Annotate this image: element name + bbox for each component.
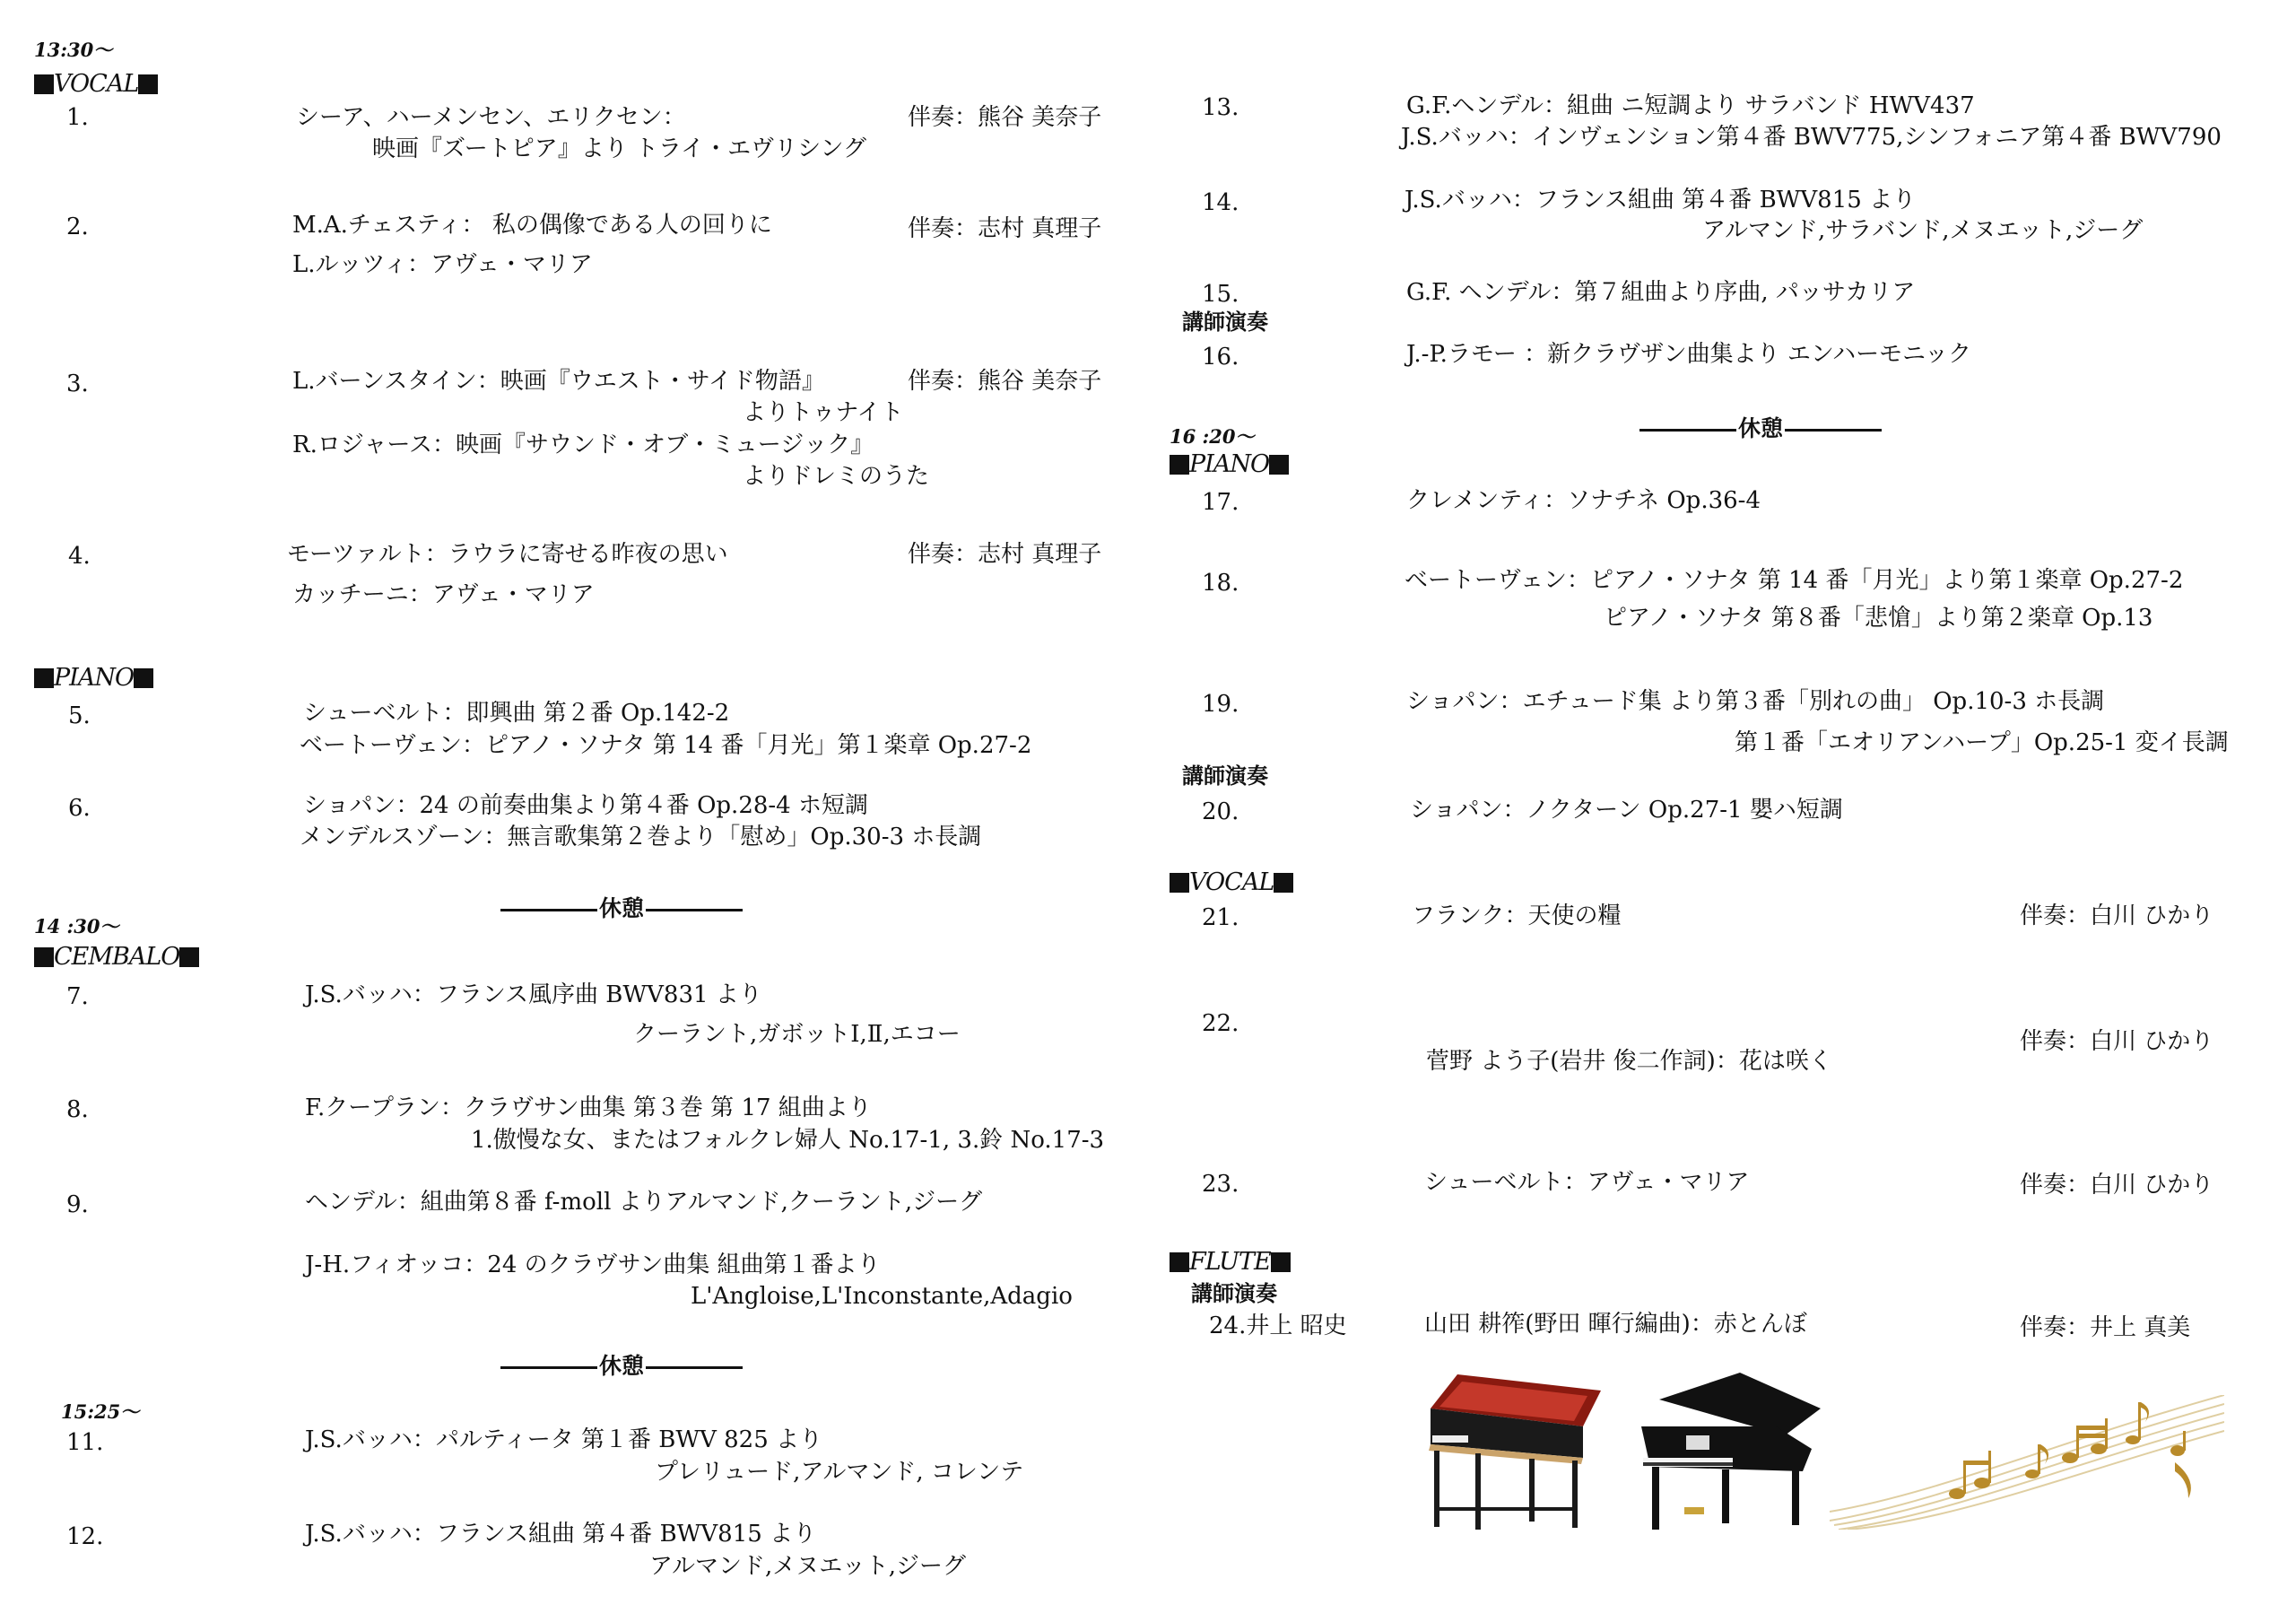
accompanist: 伴奏：白川 ひかり — [2020, 1028, 2214, 1055]
item-number: 3. — [66, 371, 89, 397]
piece-title: ヘンデル：組曲第８番 f-moll よりアルマンド,クーラント,ジーグ — [305, 1189, 983, 1216]
piece-title: J.-P.ラモー ：新クラヴザン曲集より エンハーモニック — [1406, 341, 1972, 368]
piece-title: F.クープラン：クラヴサン曲集 第３巻 第 17 組曲より — [305, 1094, 872, 1121]
teacher-performance-label: 講師演奏 — [1182, 310, 1268, 335]
item-number: 16. — [1202, 344, 1239, 371]
accompanist: 伴奏：熊谷 美奈子 — [908, 368, 1102, 395]
piece-title: シューベルト：アヴェ・マリア — [1424, 1169, 1750, 1196]
piece-title: 菅野 よう子(岩井 俊二作詞)：花は咲く — [1426, 1048, 1832, 1075]
piece-title: アルマンド,サラバンド,メヌエット,ジーグ — [1702, 217, 2144, 244]
item-number: 7. — [66, 983, 89, 1010]
item-number: 22. — [1202, 1010, 1239, 1037]
item-number: 1. — [66, 104, 89, 131]
piece-title: ベートーヴェン：ピアノ・ソナタ 第 14 番「月光」より第１楽章 Op.27-2 — [1405, 567, 2184, 594]
section-piano-2: PIANO — [1170, 452, 1289, 476]
piece-title: J.S.バッハ：フランス風序曲 BWV831 より — [305, 981, 762, 1008]
piece-title: シーア、ハーメンセン、エリクセン： — [296, 104, 686, 131]
piece-title: J-H.フィオッコ：24 のクラヴサン曲集 組曲第１番より — [305, 1251, 881, 1278]
accompanist: 伴奏：熊谷 美奈子 — [908, 104, 1102, 131]
break-divider-1: 休憩 — [499, 897, 744, 920]
piece-title: 1.傲慢な女、またはフォルクレ婦人 No.17-1, 3.鈴 No.17-3 — [471, 1127, 1105, 1154]
piece-title: ショパン：ノクターン Op.27-1 嬰ハ短調 — [1410, 797, 1843, 824]
time-1330: 13:30〜 — [34, 39, 113, 61]
item-number: 21. — [1202, 904, 1239, 931]
piece-title: ショパン：エチュード集 より第３番「別れの曲」 Op.10-3 ホ長調 — [1406, 688, 2105, 715]
piece-title: ショパン：24 の前奏曲集より第４番 Op.28-4 ホ短調 — [303, 792, 868, 819]
piece-title: L.バーンスタイン：映画『ウエスト・サイド物語』 — [292, 368, 825, 395]
section-vocal-1: VOCAL — [34, 72, 158, 96]
accompanist: 伴奏：白川 ひかり — [2020, 903, 2214, 929]
item-number: 17. — [1202, 489, 1239, 516]
item-number: 15. — [1202, 281, 1239, 308]
item-number: 18. — [1202, 570, 1239, 597]
item-number: 12. — [66, 1523, 104, 1550]
item-number: 24.井上 昭史 — [1209, 1312, 1347, 1339]
section-flute: FLUTE — [1170, 1250, 1291, 1274]
accompanist: 伴奏：志村 真理子 — [908, 541, 1102, 568]
piece-title: メンデルスゾーン：無言歌集第２巻より「慰め」Op.30-3 ホ長調 — [300, 824, 982, 850]
piece-title: クレメンティ：ソナチネ Op.36-4 — [1406, 487, 1761, 514]
time-1620: 16 :20〜 — [1170, 425, 1255, 448]
harpsichord-illustration — [1422, 1364, 1605, 1534]
piece-title: アルマンド,メヌエット,ジーグ — [649, 1553, 966, 1580]
accompanist: 伴奏：志村 真理子 — [908, 215, 1102, 242]
piece-title: J.S.バッハ：パルティータ 第１番 BWV 825 より — [305, 1426, 823, 1453]
section-cembalo: CEMBALO — [34, 945, 199, 969]
piece-title: M.A.チェスティ： 私の偶像である人の回りに — [292, 212, 772, 239]
piece-title: ベートーヴェン：ピアノ・ソナタ 第 14 番「月光」第１楽章 Op.27-2 — [300, 732, 1032, 759]
item-number: 14. — [1202, 189, 1239, 216]
time-1525: 15:25〜 — [61, 1400, 140, 1423]
piece-title: J.S.バッハ：フランス組曲 第４番 BWV815 より — [1405, 187, 1917, 214]
item-number: 4. — [68, 543, 91, 570]
piece-title: よりトゥナイト — [743, 399, 904, 426]
item-number: 20. — [1202, 798, 1239, 825]
piece-title: よりドレミのうた — [743, 463, 930, 490]
piece-title: R.ロジャース：映画『サウンド・オブ・ミュージック』 — [292, 432, 874, 458]
item-number: 6. — [68, 795, 91, 822]
piece-title: シューベルト：即興曲 第２番 Op.142-2 — [303, 700, 730, 727]
accompanist: 伴奏：井上 真美 — [2020, 1314, 2191, 1341]
piece-title: モーツァルト：ラウラに寄せる昨夜の思い — [287, 541, 728, 568]
item-number: 2. — [66, 214, 89, 240]
grand-piano-illustration — [1632, 1373, 1825, 1534]
piece-title: G.F.ヘンデル：組曲 ニ短調より サラバンド HWV437 — [1406, 92, 1975, 119]
piece-title: L.ルッツィ：アヴェ・マリア — [292, 251, 593, 278]
section-vocal-2: VOCAL — [1170, 870, 1293, 894]
section-piano-1: PIANO — [34, 666, 153, 690]
piece-title: クーラント,ガボットⅠ,Ⅱ,エコー — [633, 1021, 961, 1048]
piece-title: J.S.バッハ：インヴェンション第４番 BWV775,シンフォニア第４番 BWV790 — [1401, 124, 2222, 151]
item-number: 11. — [66, 1429, 104, 1456]
piece-title: フランク：天使の糧 — [1412, 903, 1622, 929]
item-number: 5. — [68, 702, 91, 729]
piece-title: ピアノ・ソナタ 第８番「悲愴」より第２楽章 Op.13 — [1604, 605, 2153, 632]
item-number: 19. — [1202, 691, 1239, 718]
break-divider-2: 休憩 — [499, 1355, 744, 1377]
piece-title: プレリュード,アルマンド, コレンテ — [655, 1459, 1024, 1486]
item-number: 13. — [1202, 94, 1239, 121]
item-number: 8. — [66, 1096, 89, 1123]
piece-title: 山田 耕筰(野田 暉行編曲)：赤とんぼ — [1424, 1311, 1807, 1338]
piece-title: G.F. ヘンデル：第７組曲より序曲, パッサカリア — [1406, 279, 1916, 306]
piece-title: J.S.バッハ：フランス組曲 第４番 BWV815 より — [305, 1521, 817, 1548]
item-number: 23. — [1202, 1171, 1239, 1198]
piece-title: L'Angloise,L'Inconstante,Adagio — [691, 1283, 1073, 1310]
piece-title: 映画『ズートピア』より トライ・エヴリシング — [372, 135, 867, 162]
piece-title: カッチーニ：アヴェ・マリア — [292, 581, 595, 608]
break-divider-3: 休憩 — [1638, 417, 1883, 440]
item-number: 9. — [66, 1191, 89, 1218]
time-1430: 14 :30〜 — [34, 915, 119, 937]
piece-title: 第１番「エオリアンハープ」Op.25-1 変イ長調 — [1735, 729, 2229, 756]
accompanist: 伴奏：白川 ひかり — [2020, 1172, 2214, 1199]
teacher-performance-label: 講師演奏 — [1182, 763, 1268, 789]
music-notes-illustration — [1830, 1395, 2224, 1530]
teacher-performance-label: 講師演奏 — [1191, 1281, 1277, 1306]
